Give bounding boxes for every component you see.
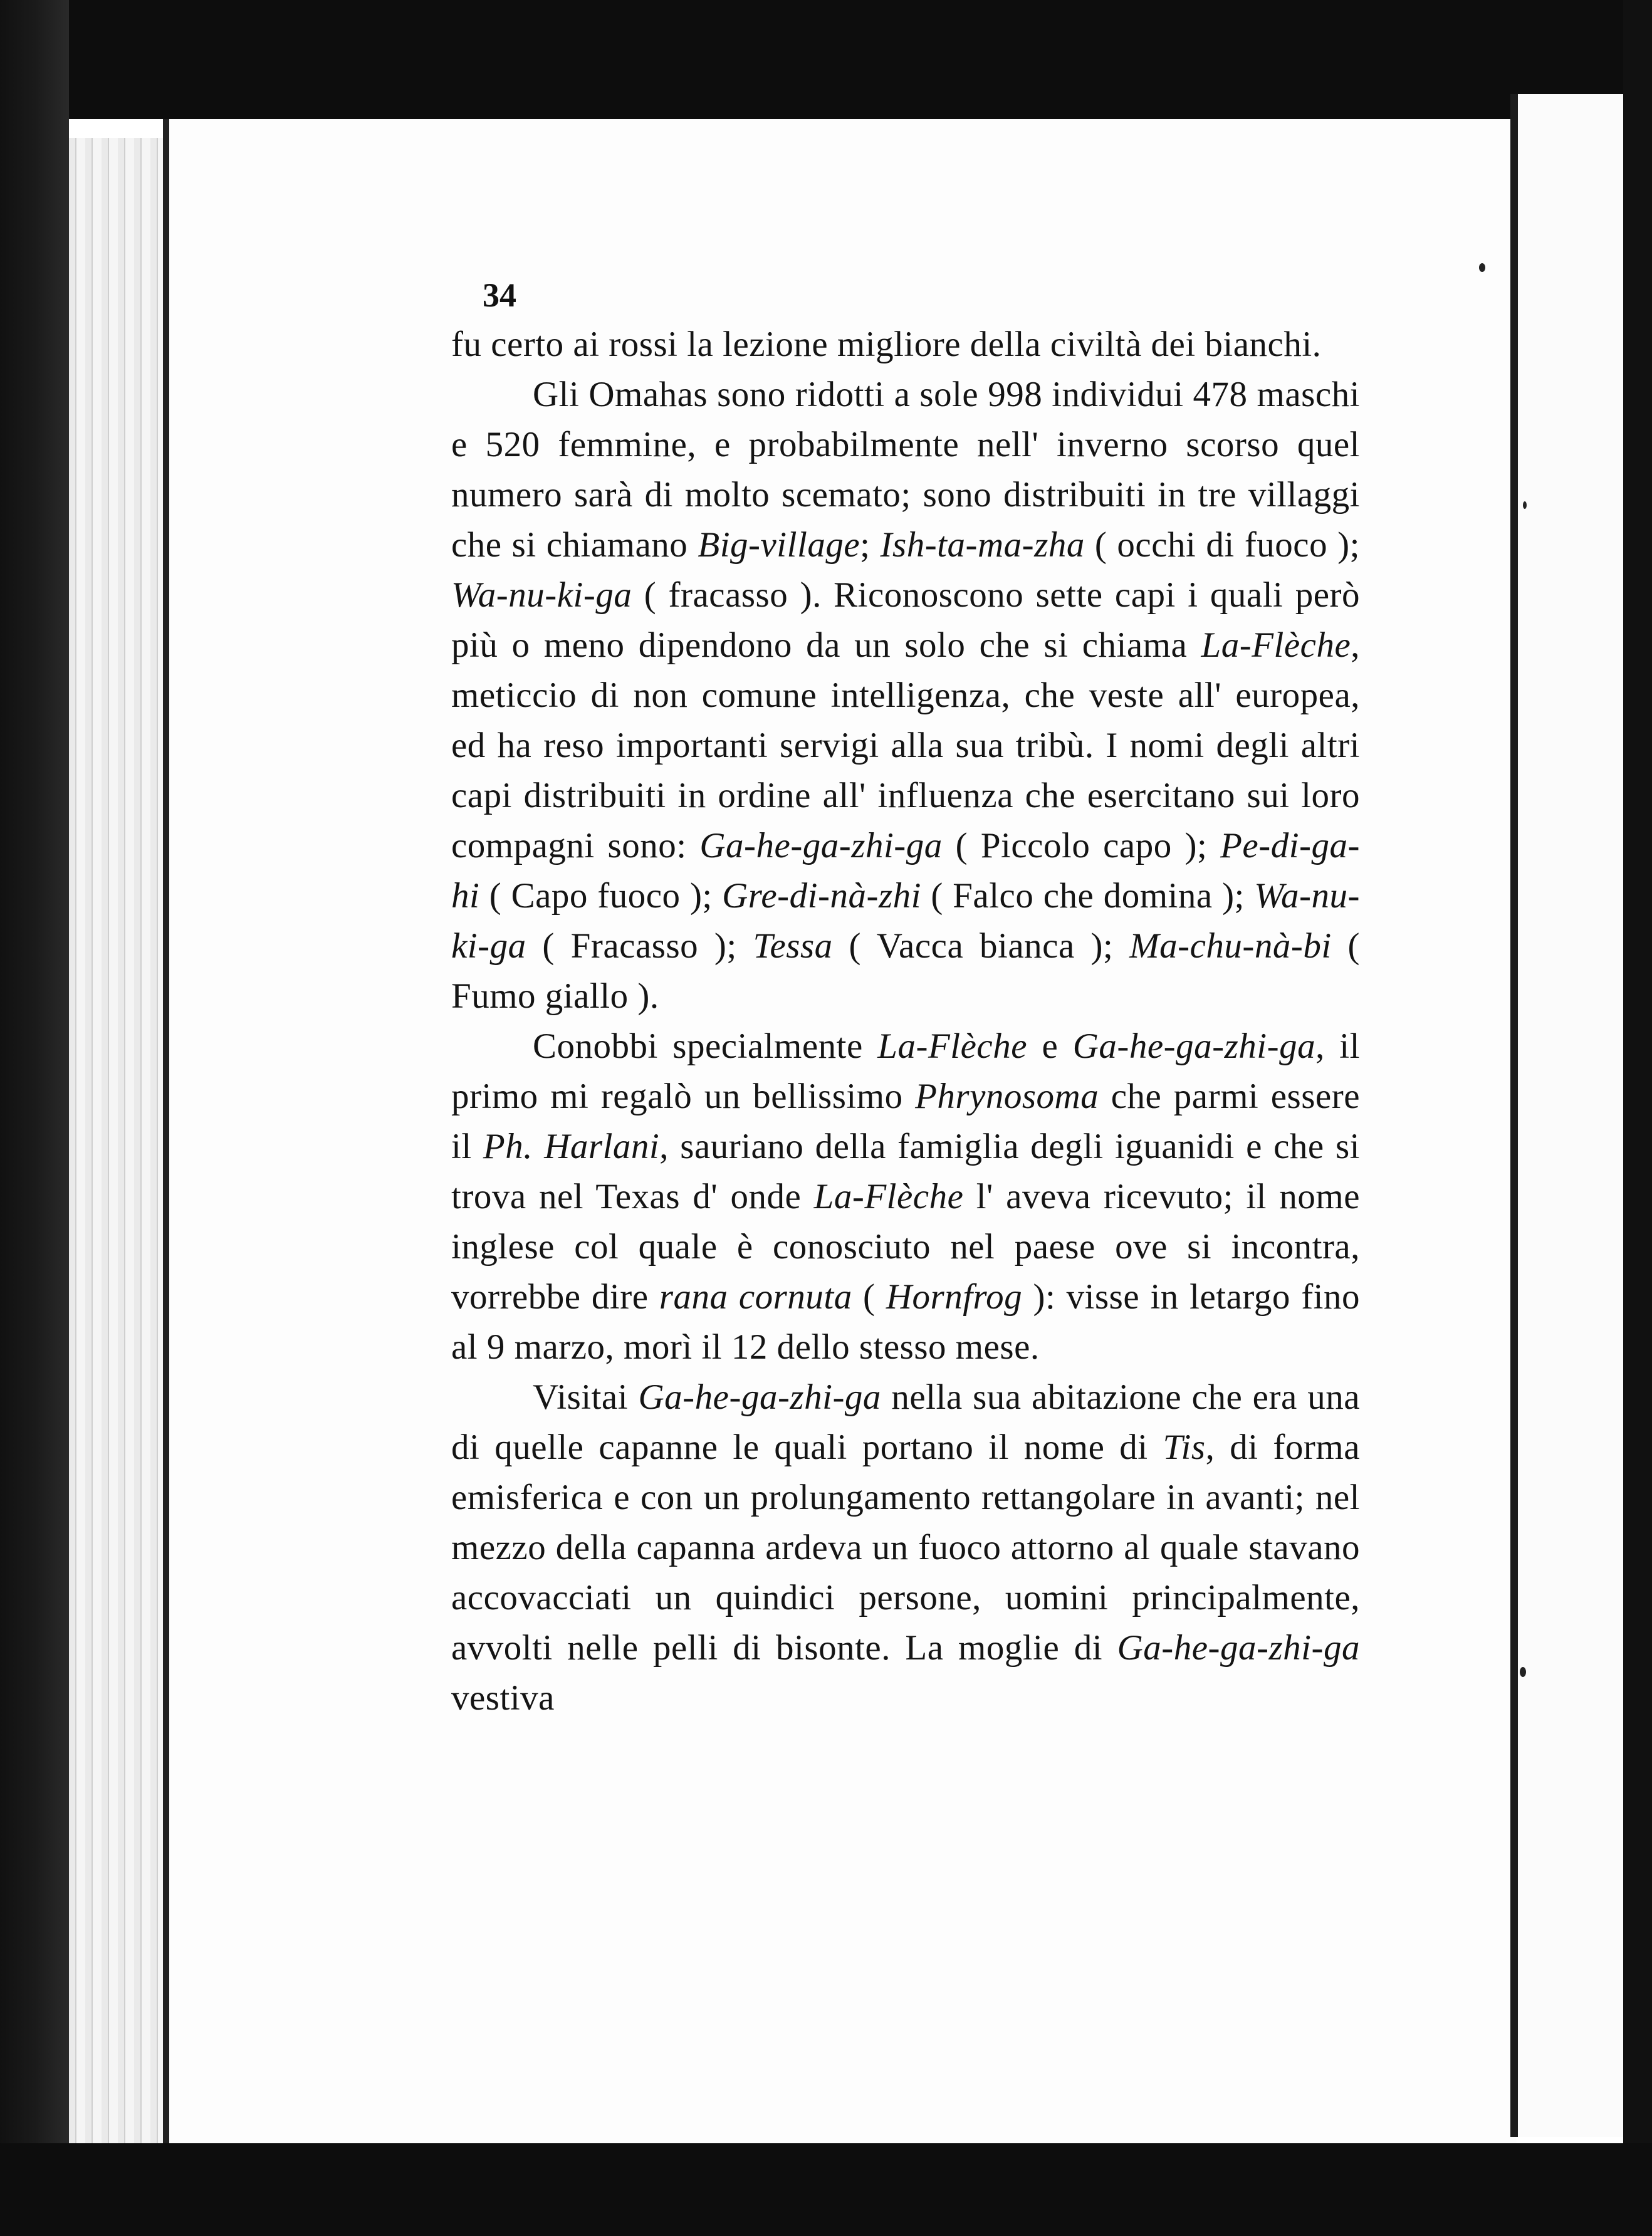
- text-run: fu certo ai rossi la lezione migliore della civiltà dei bianchi.: [451, 325, 1322, 364]
- text-run: Visitai: [533, 1377, 639, 1417]
- page-number: 34: [483, 276, 516, 314]
- scan-speck: [1520, 1667, 1526, 1677]
- text-run: nella sua abitazione che era una di quelle capanne le quali portano il nome di: [451, 1377, 1360, 1467]
- text-run: ( Vacca bianca );: [832, 926, 1130, 966]
- italic-term: La-Flèche: [813, 1177, 964, 1216]
- italic-term: Ish-ta-ma-zha: [880, 525, 1085, 565]
- text-run: ;: [860, 525, 881, 565]
- facing-page-edge: [1510, 94, 1637, 2137]
- text-run: ( Falco che domina );: [921, 876, 1255, 916]
- scan-speck: [1479, 263, 1485, 272]
- italic-term: Hornfrog: [886, 1277, 1023, 1317]
- paragraph: [451, 1021, 1360, 1372]
- italic-term: Wa-nu-ki-ga: [451, 575, 632, 615]
- text-run: l' aveva ricevuto; il nome inglese col quale è conosciuto nel paese ove si incontra, vorrebbe dire: [451, 1177, 1360, 1317]
- text-run: ( Capo fuoco );: [479, 876, 723, 916]
- italic-term: Tis: [1163, 1428, 1206, 1467]
- body-text: [451, 320, 1360, 1723]
- text-run: e: [1027, 1027, 1073, 1066]
- text-run: ): visse in letargo fino al 9 marzo, morì il 12 dello stesso mese.: [451, 1277, 1361, 1367]
- text-run: ( Fracasso );: [526, 926, 753, 966]
- scanner-bottom-margin: [0, 2143, 1652, 2236]
- italic-term: Phrynosoma: [915, 1077, 1099, 1116]
- italic-term: Gre-di-nà-zhi: [722, 876, 921, 916]
- italic-term: Wa-nu-ki-ga: [451, 876, 1360, 966]
- italic-term: Ga-he-ga-zhi-ga: [638, 1377, 881, 1417]
- italic-term: Big-village: [698, 525, 860, 565]
- italic-term: Ma-chu-nà-bi: [1129, 926, 1332, 966]
- scanner-top-margin: [0, 0, 1652, 119]
- text-run: ( Piccolo capo );: [942, 826, 1221, 865]
- paragraph: [451, 320, 1360, 370]
- paragraph: [451, 370, 1360, 1021]
- italic-term: rana cornuta: [659, 1277, 852, 1317]
- italic-term: Ga-he-ga-zhi-ga: [1117, 1628, 1360, 1668]
- text-run: ( Fumo giallo ).: [451, 926, 1361, 1016]
- scanner-left-margin: [0, 0, 69, 2236]
- scan-speck: [1523, 501, 1527, 509]
- italic-term: La-Flèche: [877, 1027, 1027, 1066]
- paragraph: [451, 1372, 1360, 1723]
- text-run: vestiva: [451, 1678, 555, 1718]
- italic-term: Pe-di-ga-hi: [451, 826, 1361, 916]
- text-run: , meticcio di non comune intelligenza, che veste all' europea, ed ha reso importanti servigi alla sua tribù. I nomi degli altri capi distribuiti in ordine all' influenza che esercitano sui loro compagni sono:: [451, 625, 1360, 865]
- text-run: , sauriano della famiglia degli iguanidi e che si trova nel Texas d' onde: [451, 1127, 1360, 1216]
- text-run: Conobbi specialmente: [533, 1027, 878, 1066]
- text-run: , il primo mi regalò un bellissimo: [451, 1027, 1360, 1116]
- text-run: che parmi essere il: [451, 1077, 1360, 1166]
- italic-term: Ph. Harlani: [483, 1127, 660, 1166]
- scanner-right-margin: [1623, 0, 1652, 2236]
- italic-term: Ga-he-ga-zhi-ga: [699, 826, 943, 865]
- italic-term: Tessa: [753, 926, 833, 966]
- text-run: (: [852, 1277, 886, 1317]
- italic-term: La-Flèche: [1201, 625, 1351, 665]
- text-run: ( fracasso ). Riconoscono sette capi i quali però più o meno dipendono da un solo che si chiama: [451, 575, 1360, 665]
- italic-term: Ga-he-ga-zhi-ga: [1072, 1027, 1316, 1066]
- text-run: ( occhi di fuoco );: [1084, 525, 1360, 565]
- text-run: , di forma emisferica e con un prolungamento rettangolare in avanti; nel mezzo della capanna ardeva un fuoco attorno al quale stavano accovacciati un quindici persone, uomini principalmente, avvolti nelle pelli di bisonte. La moglie di: [451, 1428, 1360, 1668]
- text-run: Gli Omahas sono ridotti a sole 998 individui 478 maschi e 520 femmine, e probabilmente nell' inverno scorso quel numero sarà di molto scemato; sono distribuiti in tre villaggi che si chiamano: [451, 375, 1360, 565]
- book-page-edges: [69, 138, 165, 2143]
